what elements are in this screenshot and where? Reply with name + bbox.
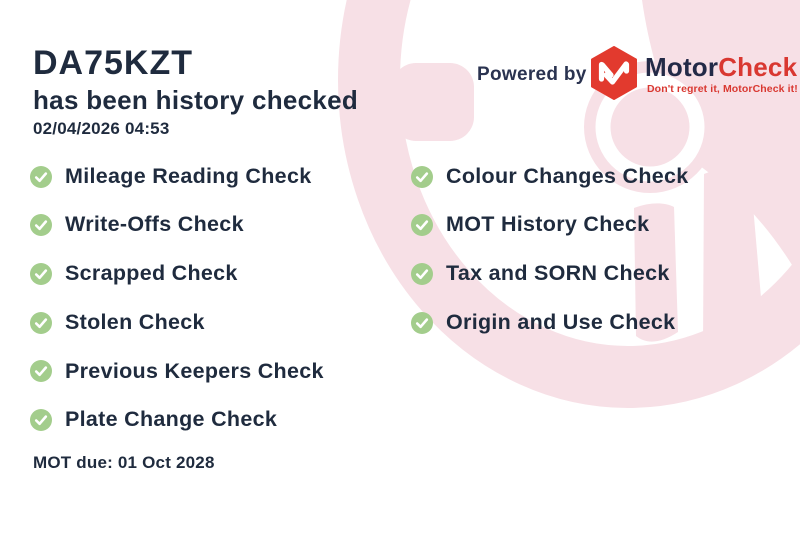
mot-due-note: MOT due: 01 Oct 2028	[33, 453, 215, 472]
check-circle-icon	[411, 166, 433, 188]
check-item-plate-change	[30, 406, 324, 433]
check-circle-icon	[30, 263, 52, 285]
check-item-mot-history	[411, 212, 689, 239]
check-item-scrapped	[30, 260, 324, 287]
history-checked-subtitle: has been history checked	[33, 85, 359, 115]
check-label: MOT History Check	[446, 212, 650, 237]
motorcheck-hexagon-icon	[591, 46, 637, 100]
check-label: Colour Changes Check	[446, 163, 689, 188]
check-circle-icon	[30, 360, 52, 382]
checklist-right-column	[411, 163, 689, 358]
powered-by-label: Powered by	[477, 64, 587, 85]
check-circle-icon	[411, 312, 433, 334]
registration-plate-heading: DA75KZT	[33, 44, 194, 82]
check-label: Origin and Use Check	[446, 309, 676, 334]
check-item-write-offs	[30, 212, 324, 239]
brand-check-text: Check	[718, 52, 798, 82]
check-circle-icon	[30, 214, 52, 236]
check-item-previous-keepers	[30, 358, 324, 385]
check-circle-icon	[411, 263, 433, 285]
check-item-colour-changes	[411, 163, 689, 190]
check-circle-icon	[30, 166, 52, 188]
checklist-left-column	[30, 163, 324, 455]
check-circle-icon	[30, 312, 52, 334]
check-label: Stolen Check	[65, 309, 205, 334]
brand-tagline: Don't regret it, MotorCheck it!	[647, 83, 798, 95]
brand-motor-text: Motor	[645, 52, 719, 82]
check-item-tax-sorn	[411, 260, 689, 287]
check-label: Tax and SORN Check	[446, 261, 670, 286]
check-circle-icon	[411, 214, 433, 236]
check-timestamp: 02/04/2026 04:53	[33, 119, 170, 138]
check-label: Mileage Reading Check	[65, 163, 312, 188]
check-item-origin-use	[411, 309, 689, 336]
check-label: Write-Offs Check	[65, 212, 244, 237]
check-circle-icon	[30, 409, 52, 431]
check-item-stolen	[30, 309, 324, 336]
check-label: Scrapped Check	[65, 261, 238, 286]
check-label: Plate Change Check	[65, 407, 278, 432]
motorcheck-brand-name	[645, 54, 797, 80]
check-label: Previous Keepers Check	[65, 358, 324, 383]
check-item-mileage-reading	[30, 163, 324, 190]
